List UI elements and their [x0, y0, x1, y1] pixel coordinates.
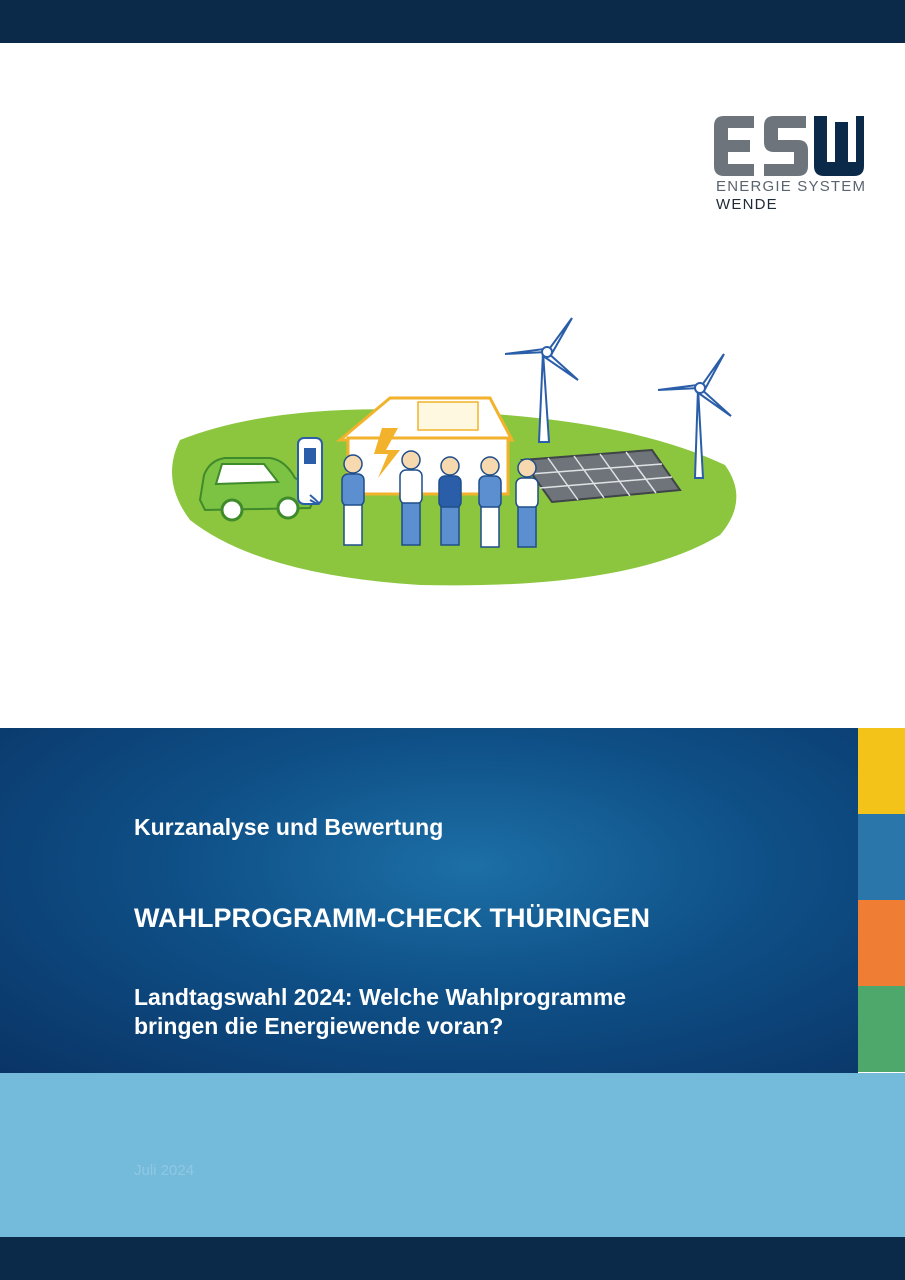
cover-title: WAHLPROGRAMM-CHECK THÜRINGEN: [134, 903, 650, 933]
cover-question-line2: bringen die Energiewende voran?: [134, 1013, 504, 1039]
bottom-bar: [0, 1237, 905, 1280]
esw-logo-mark: [714, 116, 864, 176]
light-band: [0, 1073, 905, 1237]
publication-date: Juli 2024: [134, 1162, 195, 1179]
esw-logo: [714, 116, 869, 216]
accent-green: [858, 986, 905, 1072]
logo-text-line1: ENERGIE SYSTEM: [716, 178, 867, 195]
logo-text-line2: WENDE: [716, 196, 778, 213]
charging-station-icon: [298, 438, 322, 504]
energy-transition-illustration: [160, 300, 760, 600]
accent-yellow: [858, 728, 905, 814]
cover-subtitle: Kurzanalyse und Bewertung: [134, 814, 444, 840]
top-bar: [0, 0, 905, 43]
accent-orange: [858, 900, 905, 986]
cover-question: [134, 983, 774, 1041]
cover-question-line1: Landtagswahl 2024: Welche Wahlprogramme: [134, 984, 627, 1010]
accent-blue: [858, 814, 905, 900]
